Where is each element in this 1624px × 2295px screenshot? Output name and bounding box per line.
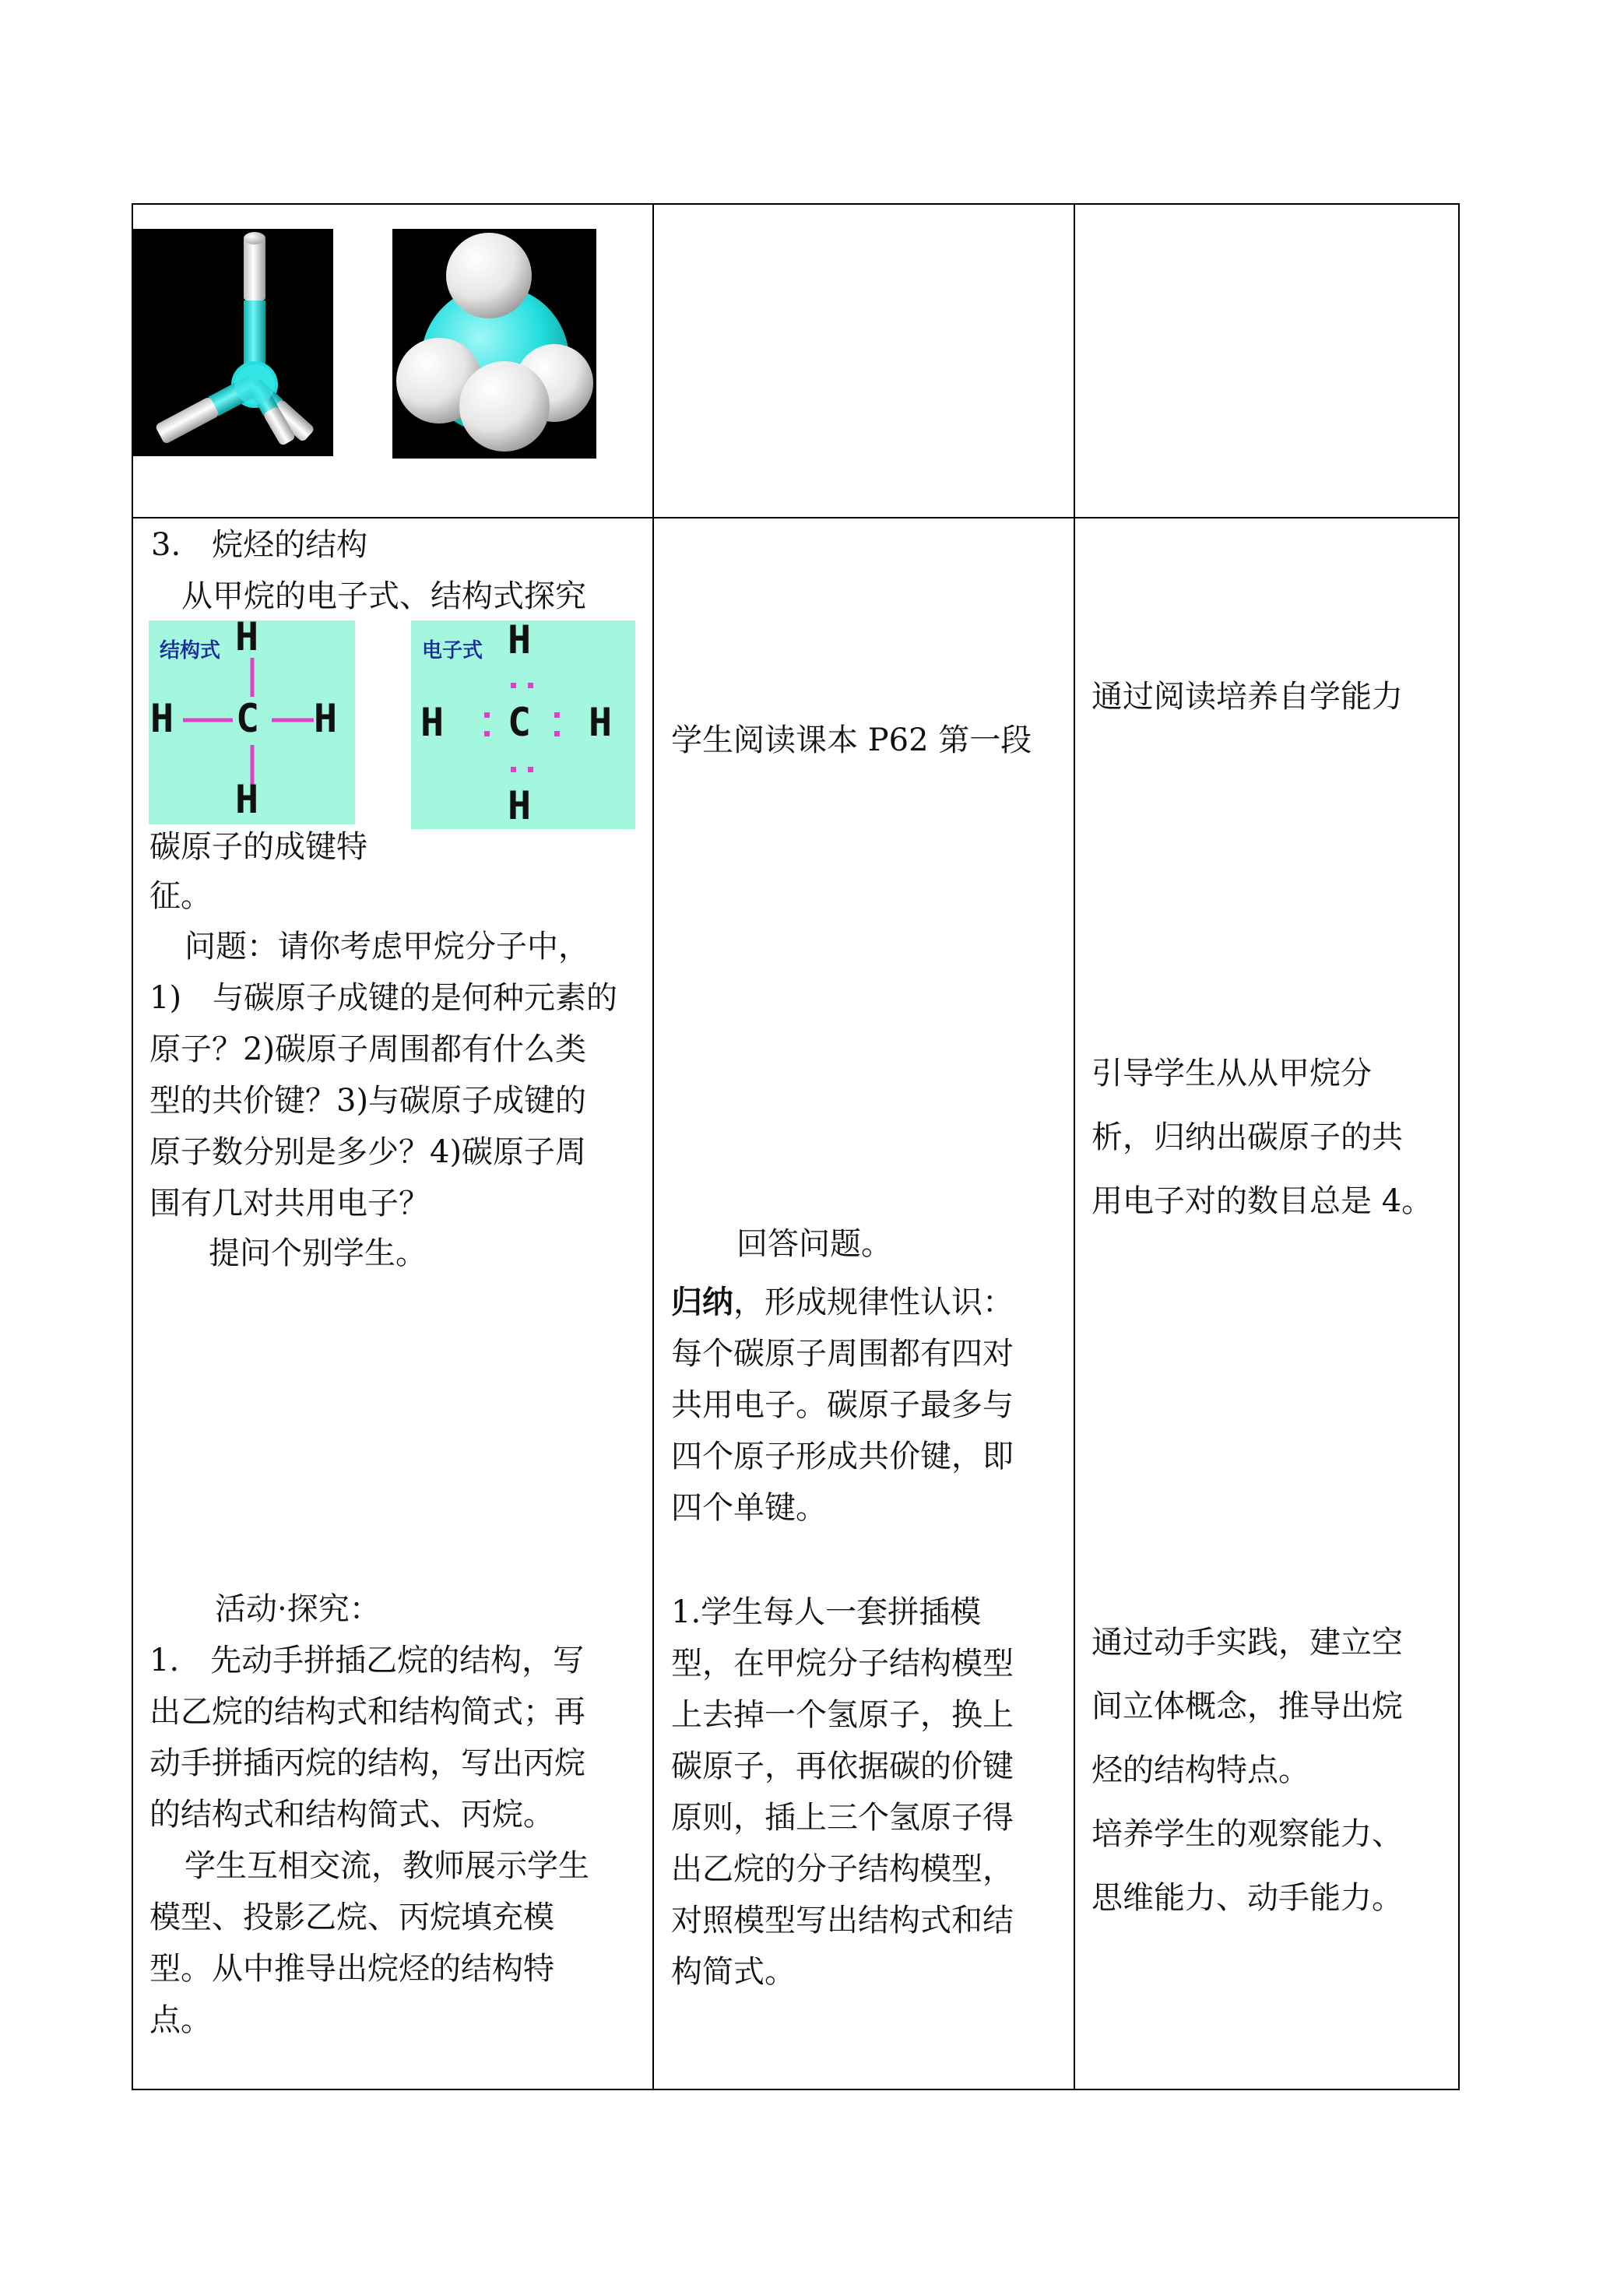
model-line: 碳原子，再依据碳的价键	[671, 1748, 1014, 1784]
question-line: 问题：请你考虑甲烷分子中，	[185, 929, 589, 965]
question-line: 原子？2)碳原子周围都有什么类	[149, 1032, 587, 1067]
model-line: 1.学生每人一套拼插模	[671, 1594, 982, 1630]
table-top-border	[132, 203, 1460, 205]
exchange-line: 模型、投影乙烷、丙烷填充模	[149, 1900, 554, 1935]
summary-line: 四个原子形成共价键，即	[671, 1439, 1014, 1474]
model-line: 上去掉一个氢原子，换上	[671, 1697, 1014, 1733]
table-column-divider-1	[652, 203, 654, 2090]
question-line: 1) 与碳原子成键的是何种元素的	[149, 980, 618, 1016]
summary-bold: 归纳	[671, 1284, 733, 1320]
summary-line-1	[671, 1277, 1068, 1328]
table-row-divider	[132, 517, 1460, 518]
activity-line: 出乙烷的结构式和结构简式；再	[149, 1694, 585, 1730]
struct-c-center: C	[236, 696, 260, 741]
summary-line: 四个单键。	[671, 1490, 827, 1526]
question-line: 围有几对共用电子？	[149, 1186, 430, 1221]
struct-h-left: H	[150, 696, 174, 741]
methane-electronic-formula	[411, 617, 635, 829]
ball-stick-svg	[133, 229, 333, 456]
summary-text: ，形成规律性认识：	[733, 1285, 1014, 1320]
activity-block	[149, 1635, 648, 2046]
struct-h-top: H	[235, 614, 259, 659]
activity-line: 动手拼插丙烷的结构，写出丙烷	[149, 1745, 585, 1781]
purpose-guide-line: 用电子对的数目总是 4。	[1091, 1183, 1433, 1219]
summary-line: 共用电子。碳原子最多与	[671, 1387, 1014, 1423]
activity-line: 1. 先动手拼插乙烷的结构，写	[149, 1643, 585, 1678]
reading-task: 学生阅读课本 P62 第一段	[671, 722, 1032, 758]
purpose-guide-line: 引导学生从从甲烷分	[1091, 1056, 1372, 1091]
table-column-divider-2	[1074, 203, 1075, 2090]
activity-title: 活动·探究：	[215, 1591, 381, 1627]
summary-line: 每个碳原子周围都有四对	[671, 1336, 1014, 1372]
purpose-practice-line: 烃的结构特点。	[1091, 1752, 1309, 1788]
table-bottom-border	[132, 2089, 1460, 2090]
elec-h-left: H	[420, 700, 445, 745]
model-line: 构简式。	[671, 1954, 796, 1990]
electronic-formula-label: 电子式	[422, 639, 483, 662]
elec-h-top: H	[508, 617, 532, 662]
space-filling-svg	[392, 229, 596, 459]
model-line: 原则，插上三个氢原子得	[671, 1800, 1014, 1836]
question-line: 型的共价键？3)与碳原子成键的	[149, 1083, 587, 1119]
model-block	[671, 1587, 1068, 1998]
answer-questions: 回答问题。	[736, 1226, 892, 1262]
methane-ball-stick-model	[133, 229, 333, 456]
structural-formula-label: 结构式	[160, 639, 221, 662]
elec-c-center: C	[508, 700, 532, 745]
table-right-border	[1458, 203, 1460, 2090]
section-heading: 3. 烷烃的结构	[151, 527, 368, 563]
model-line: 型，在甲烷分子结构模型	[671, 1646, 1014, 1682]
struct-h-right: H	[314, 696, 338, 741]
purpose-practice-line: 培养学生的观察能力、	[1091, 1816, 1403, 1852]
question-block	[149, 921, 648, 1229]
exchange-line: 型。从中推导出烷烃的结构特	[149, 1951, 554, 1987]
question-line: 原子数分别是多少？4)碳原子周	[149, 1134, 587, 1170]
purpose-practice-line: 通过动手实践，建立空	[1091, 1625, 1403, 1661]
purpose-guide-line: 析，归纳出碳原子的共	[1091, 1119, 1403, 1155]
purpose-practice-line: 思维能力、动手能力。	[1091, 1880, 1403, 1916]
intro-text: 从甲烷的电子式、结构式探究	[181, 578, 586, 614]
elec-h-right: H	[589, 700, 613, 745]
bond-feature-line1: 碳原子的成键特	[149, 829, 367, 865]
summary-block	[671, 1277, 1068, 1534]
model-line: 出乙烷的分子结构模型，	[671, 1851, 1014, 1887]
table-left-border	[132, 203, 133, 2090]
exchange-line: 点。	[149, 2002, 212, 2038]
elec-h-bottom: H	[508, 783, 532, 828]
activity-line: 的结构式和结构简式、丙烷。	[149, 1797, 554, 1833]
purpose-guide-block	[1091, 1042, 1457, 1233]
methane-structural-formula	[149, 614, 355, 824]
bond-feature-line2: 征。	[149, 878, 212, 914]
methane-space-filling-model	[392, 229, 596, 459]
purpose-practice-line: 间立体概念，推导出烷	[1091, 1689, 1403, 1724]
model-line: 对照模型写出结构式和结	[671, 1903, 1014, 1938]
purpose-self-study: 通过阅读培养自学能力	[1091, 679, 1403, 715]
struct-h-bottom: H	[235, 777, 259, 822]
purpose-practice-block	[1091, 1611, 1457, 1930]
ask-students: 提问个别学生。	[209, 1235, 427, 1271]
exchange-line: 学生互相交流，教师展示学生	[185, 1848, 589, 1884]
